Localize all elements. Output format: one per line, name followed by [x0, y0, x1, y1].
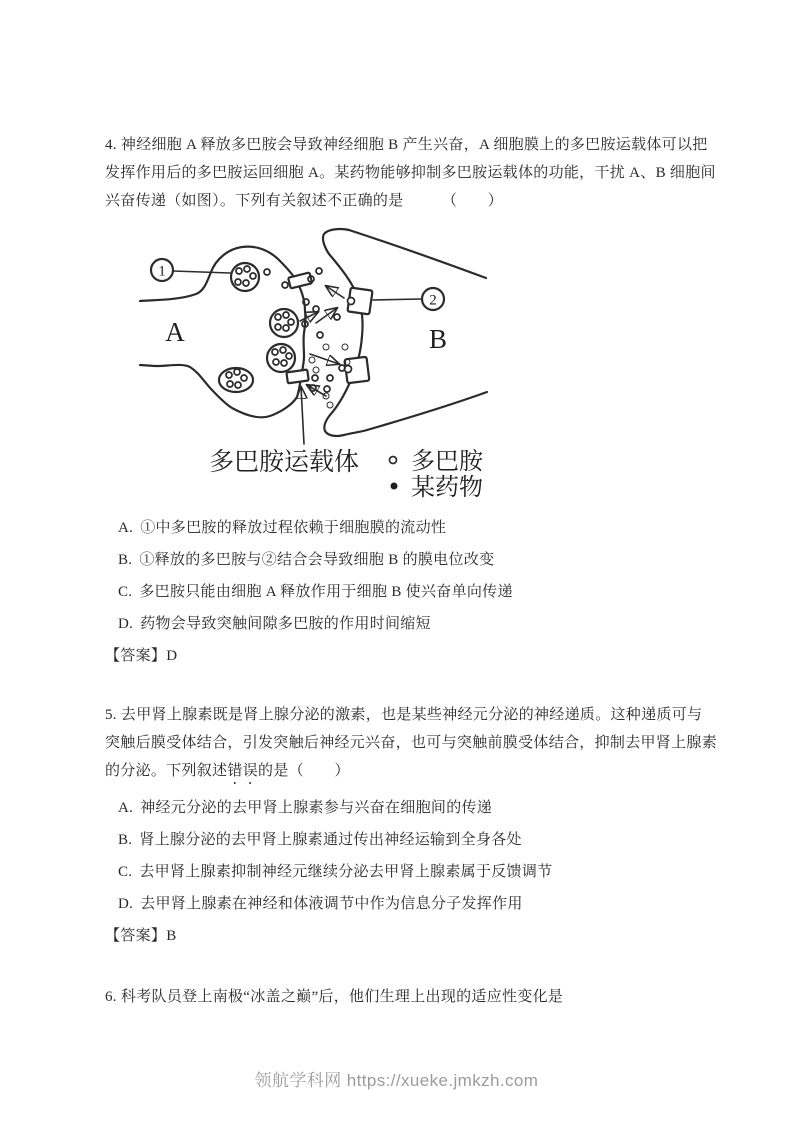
q5-stem-line-1: 5. 去甲肾上腺素既是肾上腺分泌的激素，也是某些神经元分泌的神经递质。这种递质可与 [105, 707, 703, 723]
option-key: B. [118, 552, 133, 568]
question-5-stem [105, 701, 718, 788]
option-key: A. [118, 800, 134, 816]
q5-stem-line-3 [105, 757, 715, 788]
option-text: ①中多巴胺的释放过程依赖于细胞膜的流动性 [140, 520, 447, 536]
option-key: D. [118, 616, 134, 632]
q4-option-d [105, 608, 715, 640]
question-4-options [105, 512, 715, 672]
option-text: 去甲肾上腺素在神经和体液调节中作为信息分子发挥作用 [140, 896, 523, 912]
postsynaptic-membrane [323, 229, 367, 436]
neuron-b-top-edge [349, 230, 486, 278]
q5-option-c [105, 856, 715, 888]
legend-drug-marker [391, 483, 398, 490]
transporter-leader-line [301, 387, 304, 444]
q5-stem-tail-pre: 的分泌。下列叙述 [105, 763, 228, 779]
legend-dopamine-marker [390, 457, 397, 464]
q4-stem-line-3: 兴奋传递（如图）。下列有关叙述不正确的是 （ ） [105, 193, 504, 209]
callout-1 [151, 259, 230, 281]
callout-2-number: 2 [429, 292, 437, 309]
option-text: 去甲肾上腺素抑制神经元继续分泌去甲肾上腺素属于反馈调节 [139, 864, 553, 880]
option-key: A. [118, 520, 134, 536]
option-text: 肾上腺分泌的去甲肾上腺素通过传出神经运输到全身各处 [139, 832, 522, 848]
question-4-stem [105, 131, 715, 215]
neuron-a-label: A [165, 317, 185, 347]
option-text: 多巴胺只能由细胞 A 释放作用于细胞 B 使兴奋单向传递 [139, 584, 513, 600]
q4-stem-line-1: 4. 神经细胞 A 释放多巴胺会导致神经细胞 B 产生兴奋，A 细胞膜上的多巴胺运载体可以把 [105, 137, 708, 153]
neuron-b-bottom-edge [367, 392, 487, 430]
answer-prefix: 【答案】 [105, 648, 167, 664]
q4-option-c [105, 576, 715, 608]
question-5-options [105, 792, 715, 952]
q5-stem-tail-post: 的是（ ） [258, 763, 350, 779]
legend-dopamine-label: 多巴胺 [411, 449, 483, 475]
callout-1-number: 1 [158, 263, 166, 280]
answer-value: D [166, 648, 178, 664]
q5-emphasized-word: 错误 [227, 763, 259, 779]
callout-2 [373, 288, 444, 310]
answer-value: B [166, 928, 177, 944]
option-key: D. [118, 896, 134, 912]
legend [390, 448, 484, 501]
watermark-footer: 领航学科网 https://xueke.jmkzh.com [254, 1071, 539, 1090]
q4-stem-line-2: 发挥作用后的多巴胺运回细胞 A。某药物能够抑制多巴胺运载体的功能，干扰 A、B 细胞间 [105, 165, 716, 181]
answer-prefix: 【答案】 [105, 928, 167, 944]
q6-stem-line-1: 6. 科考队员登上南极“冰盖之巅”后，他们生理上出现的适应性变化是 [105, 989, 564, 1005]
option-key: C. [118, 864, 133, 880]
legend-drug-label: 某药物 [411, 475, 483, 501]
q5-option-a [105, 792, 715, 824]
question-6-stem [105, 983, 715, 1011]
receptors [345, 288, 373, 384]
option-key: C. [118, 584, 133, 600]
neuron-b-label: B [428, 324, 448, 354]
synapse-diagram [130, 220, 530, 510]
transporter-label: 多巴胺运载体 [208, 449, 360, 476]
option-text: ①释放的多巴胺与②结合会导致细胞 B 的膜电位改变 [139, 552, 495, 568]
option-text: 神经元分泌的去甲肾上腺素参与兴奋在细胞间的传递 [140, 800, 493, 816]
q4-answer-line [105, 640, 715, 672]
q5-answer-line [105, 920, 715, 952]
q5-option-d [105, 888, 715, 920]
q4-option-a [105, 512, 715, 544]
q4-option-b [105, 544, 715, 576]
q5-option-b [105, 824, 715, 856]
drug-dots [309, 344, 350, 408]
option-key: B. [118, 832, 133, 848]
option-text: 药物会导致突触间隙多巴胺的作用时间缩短 [140, 616, 431, 632]
dopamine-transporter-bottom [286, 370, 308, 384]
q5-stem-line-2: 突触后膜受体结合，引发突触后神经元兴奋，也可与突触前膜受体结合，抑制去甲肾上腺素 [105, 735, 718, 751]
